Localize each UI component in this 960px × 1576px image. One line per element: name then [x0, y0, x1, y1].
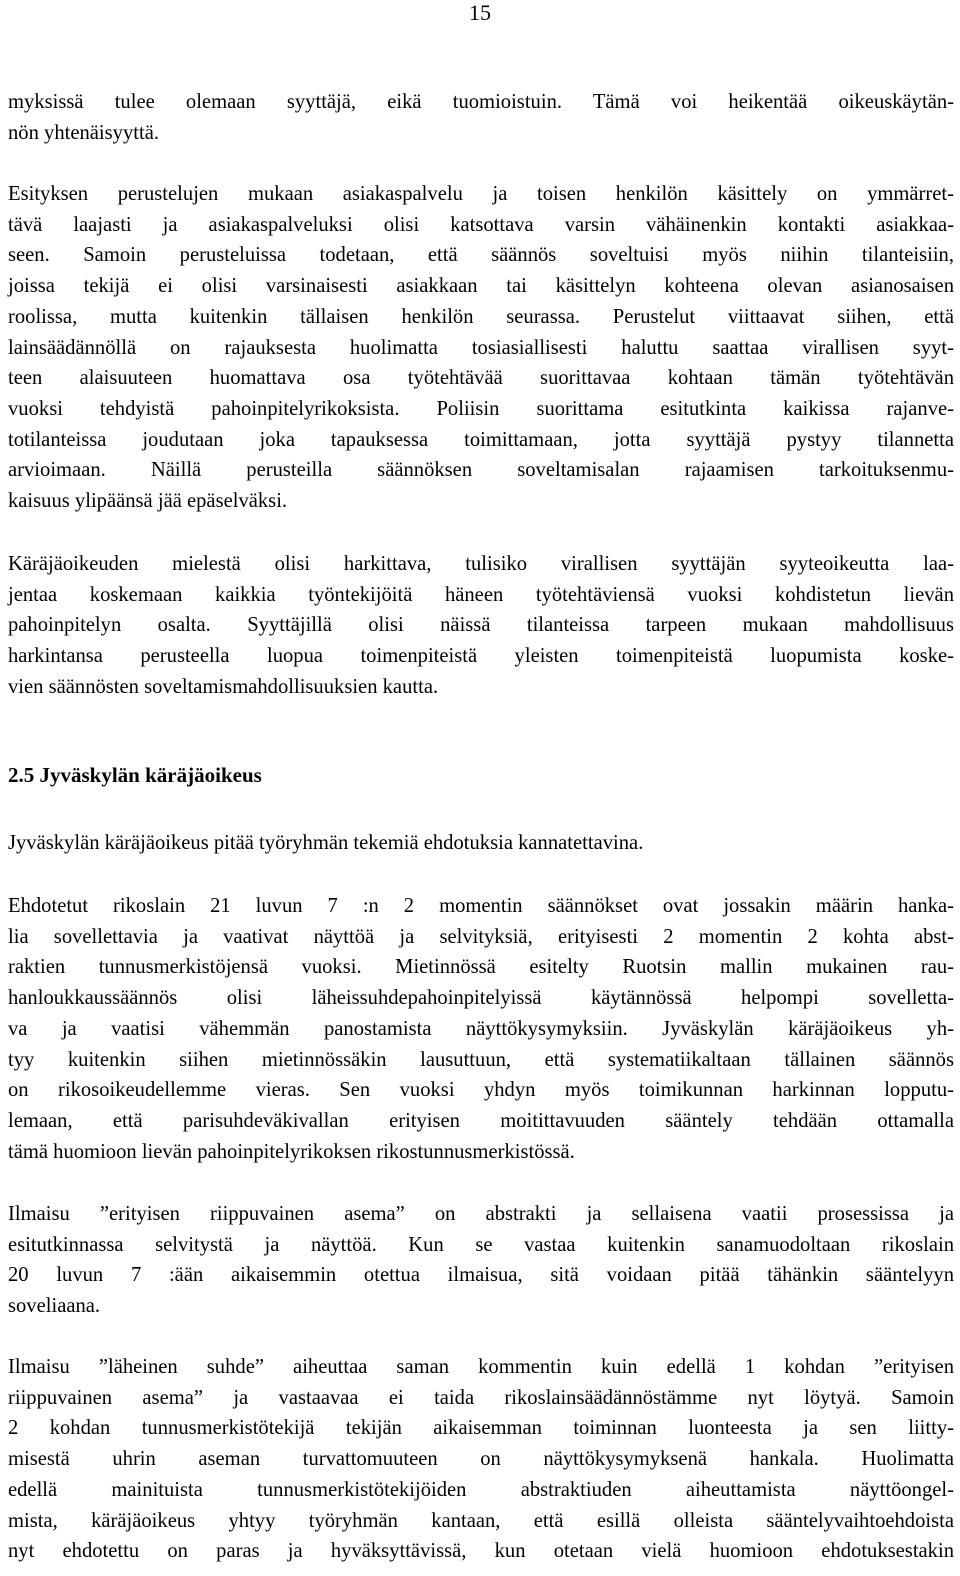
- paragraph-3: [8, 549, 954, 703]
- paragraph-line: Ehdotetut rikoslain 21 luvun 7 :n 2 momentin säännökset ovat jossakin määrin hanka-: [8, 895, 954, 917]
- paragraph-line: on rikosoikeudellemme vieras. Sen vuoksi yhdyn myös toimikunnan harkinnan lopputu-: [8, 1079, 954, 1102]
- paragraph-line: tämä huomioon lievän pahoinpitelyrikoksen rikostunnusmerkistössä.: [8, 1140, 575, 1163]
- paragraph-5: [8, 891, 954, 1167]
- paragraph-line: tyy kuitenkin siihen mietinnössäkin lausuttuun, että systematiikaltaan tällainen säännös: [8, 1048, 954, 1071]
- paragraph-line: myksissä tulee olemaan syyttäjä, eikä tuomioistuin. Tämä voi heikentää oikeuskäytän-: [8, 91, 954, 113]
- paragraph-line: Ilmaisu ”erityisen riippuvainen asema” on abstrakti ja sellaisena vaatii prosessissa ja: [8, 1203, 954, 1225]
- paragraph-2: [8, 179, 954, 517]
- paragraph-1: [8, 87, 954, 148]
- paragraph-line: nyt ehdotettu on paras ja hyväksyttävissä, kun otetaan vielä huomioon ehdotuksestakin: [8, 1540, 954, 1563]
- paragraph-line: vien säännösten soveltamismahdollisuuksien kautta.: [8, 675, 439, 698]
- paragraph-line: esitutkinnassa selvitystä ja näyttöä. Kun se vastaa kuitenkin sanamuodoltaan rikoslain: [8, 1233, 954, 1256]
- paragraph-line: edellä mainituista tunnusmerkistötekijöiden abstraktiuden aiheuttamista näyttöongel-: [8, 1478, 954, 1501]
- paragraph-line: lainsäädännöllä on rajauksesta huolimatta tosiasiallisesti haluttu saattaa virallisen syyt-: [8, 336, 954, 359]
- paragraph-line: joissa tekijä ei olisi varsinaisesti asiakkaan tai käsittelyn kohteena olevan asianosaisen: [8, 275, 954, 298]
- paragraph-line: riippuvainen asema” ja vastaavaa ei taida rikoslainsäädännöstämme nyt löytyä. Samoin: [8, 1386, 954, 1409]
- paragraph-line: harkintansa perusteella luopua toimenpiteistä yleisten toimenpiteistä luopumista koske-: [8, 645, 954, 668]
- paragraph-line: 2 kohdan tunnusmerkistötekijä tekijän aikaisemman toiminnan luonteesta ja sen liitty-: [8, 1417, 954, 1440]
- paragraph-line: seen. Samoin perusteluissa todetaan, että säännös soveltuisi myös niihin tilanteisiin,: [8, 244, 954, 267]
- paragraph-7: [8, 1352, 954, 1567]
- paragraph-line: misestä uhrin aseman turvattomuuteen on näyttökysymyksenä hankala. Huolimatta: [8, 1448, 954, 1471]
- paragraph-line: raktien tunnusmerkistöjensä vuoksi. Mietinnössä esitelty Ruotsin mallin mukainen rau-: [8, 956, 954, 979]
- paragraph-4: [8, 828, 954, 859]
- page-number: 15: [469, 0, 491, 25]
- paragraph-line: arvioimaan. Näillä perusteilla säännöksen soveltamisalan rajaamisen tarkoituksenmu-: [8, 459, 954, 482]
- paragraph-line: nön yhtenäisyyttä.: [8, 121, 159, 144]
- section-heading: 2.5 Jyväskylän käräjäoikeus: [8, 763, 262, 787]
- paragraph-line: kaisuus ylipäänsä jää epäselväksi.: [8, 490, 288, 513]
- paragraph-line: va ja vaatisi vähemmän panostamista näyttökysymyksiin. Jyväskylän käräjäoikeus yh-: [8, 1017, 954, 1040]
- paragraph-line: Jyväskylän käräjäoikeus pitää työryhmän tekemiä ehdotuksia kannatettavina.: [8, 832, 644, 854]
- paragraph-line: tävä laajasti ja asiakaspalveluksi olisi katsottava varsin vähäinenkin kontakti asiakkaa-: [8, 213, 954, 236]
- paragraph-line: 20 luvun 7 :ään aikaisemmin otettua ilmaisua, sitä voidaan pitää tähänkin sääntelyyn: [8, 1264, 954, 1287]
- paragraph-line: Ilmaisu ”läheinen suhde” aiheuttaa saman kommentin kuin edellä 1 kohdan ”erityisen: [8, 1356, 954, 1378]
- paragraph-line: lemaan, että parisuhdeväkivallan erityisen moitittavuuden sääntely tehdään ottamalla: [8, 1109, 954, 1132]
- paragraph-line: pahoinpitelyn osalta. Syyttäjillä olisi näissä tilanteissa tarpeen mukaan mahdollisuus: [8, 614, 954, 637]
- paragraph-line: soveliaana.: [8, 1295, 101, 1318]
- paragraph-line: vuoksi tehdyistä pahoinpitelyrikoksista. Poliisin suorittama esitutkinta kaikissa rajanve-: [8, 397, 954, 420]
- paragraph-line: roolissa, mutta kuitenkin tällaisen henkilön seurassa. Perustelut viittaavat siihen, että: [8, 305, 954, 328]
- paragraph-line: lia sovellettavia ja vaativat näyttöä ja selvityksiä, erityisesti 2 momentin 2 kohta abst-: [8, 925, 954, 948]
- paragraph-line: Käräjäoikeuden mielestä olisi harkittava, tulisiko virallisen syyttäjän syyteoikeutta laa-: [8, 553, 954, 575]
- paragraph-line: Esityksen perustelujen mukaan asiakaspalvelu ja toisen henkilön käsittely on ymmärret-: [8, 183, 954, 205]
- paragraph-line: teen alaisuuteen huomattava osa työtehtävää suorittavaa kohtaan tämän työtehtävän: [8, 367, 954, 390]
- paragraph-line: mista, käräjäoikeus yhtyy työryhmän kantaan, että esillä olleista sääntelyvaihtoehdoista: [8, 1509, 954, 1532]
- paragraph-line: hanloukkaussäännös olisi läheissuhdepahoinpitelyissä käytännössä helpompi sovelletta-: [8, 987, 954, 1010]
- paragraph-6: [8, 1199, 954, 1322]
- paragraph-line: totilanteissa joudutaan joka tapauksessa toimittamaan, jotta syyttäjä pystyy tilannetta: [8, 428, 954, 451]
- paragraph-line: jentaa koskemaan kaikkia työntekijöitä häneen työtehtäviensä vuoksi kohdistetun lievän: [8, 583, 954, 606]
